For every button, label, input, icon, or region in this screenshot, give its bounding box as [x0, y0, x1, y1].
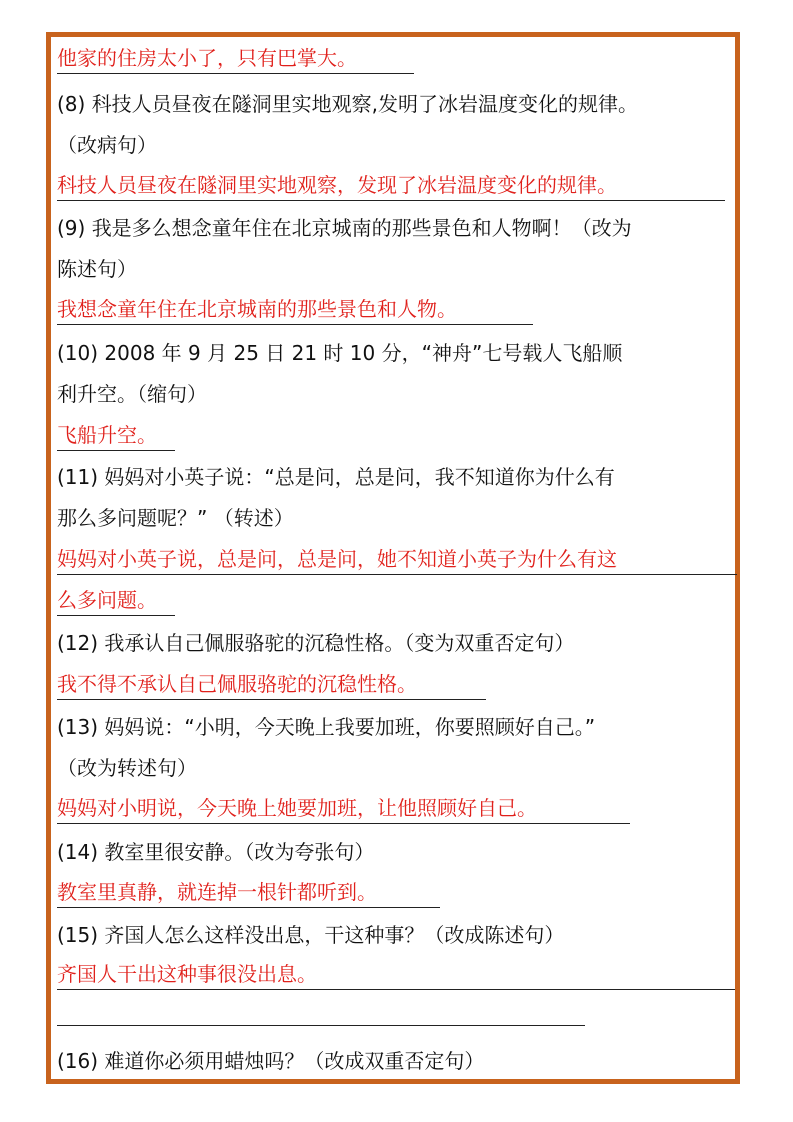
answer-line: 齐国人干出这种事很没出息。: [57, 960, 735, 990]
question-line: （改为转述句）: [57, 756, 197, 780]
answer-line: 妈妈对小明说，今天晚上她要加班，让他照顾好自己。: [57, 794, 630, 824]
question-line: (12) 我承认自己佩服骆驼的沉稳性格。（变为双重否定句）: [57, 631, 575, 655]
answer-line: 他家的住房太小了，只有巴掌大。: [57, 44, 414, 74]
question-line: (13) 妈妈说：“小明，今天晚上我要加班，你要照顾好自己。”: [57, 715, 596, 739]
question-line: (9) 我是多么想念童年住在北京城南的那些景色和人物啊！（改为: [57, 216, 632, 240]
question-line: (8) 科技人员昼夜在隧洞里实地观察,发明了冰岩温度变化的规律。: [57, 92, 639, 116]
answer-line: 我想念童年住在北京城南的那些景色和人物。: [57, 295, 533, 325]
answer-line: 妈妈对小英子说，总是问，总是问，她不知道小英子为什么有这: [57, 545, 737, 575]
answer-line: 飞船升空。: [57, 421, 175, 451]
question-line: 利升空。（缩句）: [57, 382, 207, 406]
question-line: (16) 难道你必须用蜡烛吗？（改成双重否定句）: [57, 1049, 485, 1073]
answer-line: 教室里真静，就连掉一根针都听到。: [57, 878, 440, 908]
question-line: (14) 教室里很安静。（改为夸张句）: [57, 840, 375, 864]
question-line: (10) 2008 年 9 月 25 日 21 时 10 分，“神舟”七号载人飞船顺: [57, 341, 623, 365]
question-line: (15) 齐国人怎么这样没出息，干这种事？（改成陈述句）: [57, 923, 565, 947]
question-line: （改病句）: [57, 133, 157, 157]
question-line: (11) 妈妈对小英子说：“总是问，总是问，我不知道你为什么有: [57, 465, 615, 489]
question-line: 那么多问题呢？” （转述）: [57, 506, 294, 530]
answer-line: 么多问题。: [57, 586, 175, 616]
answer-line: 我不得不承认自己佩服骆驼的沉稳性格。: [57, 670, 486, 700]
answer-line: 科技人员昼夜在隧洞里实地观察，发现了冰岩温度变化的规律。: [57, 171, 725, 201]
blank-answer-line: [57, 1025, 585, 1026]
question-line: 陈述句）: [57, 257, 137, 281]
